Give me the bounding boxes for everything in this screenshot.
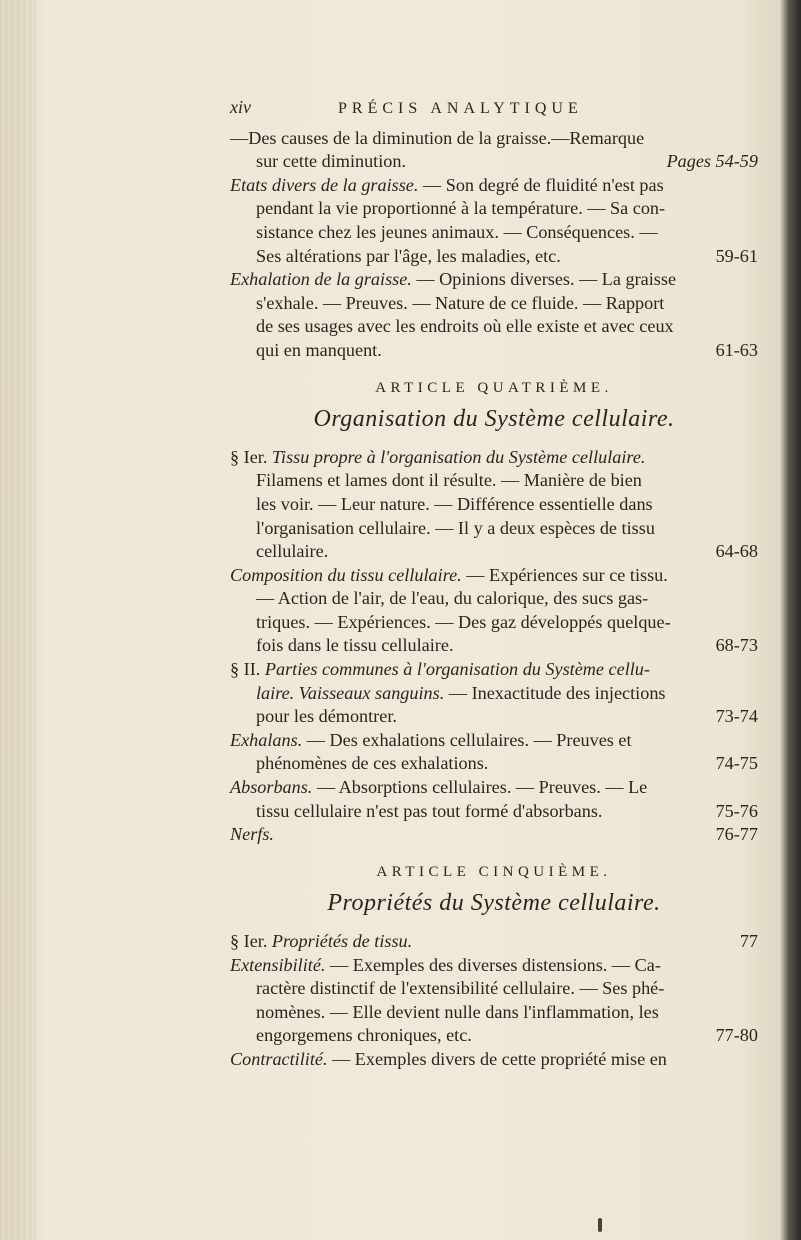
page-text-block <box>230 96 758 1072</box>
entry-composition <box>230 564 758 658</box>
entry-line-text: — Expériences sur ce tissu. <box>461 564 668 585</box>
article-heading: ARTICLE QUATRIÈME. <box>375 379 613 396</box>
page-reference: 61-63 <box>715 339 758 360</box>
entry-line-text: tissu cellulaire n'est pas tout formé d'absorbans. <box>256 800 603 821</box>
entry-label: laire. Vaisseaux sanguins. <box>256 682 445 703</box>
page-reference: 59-61 <box>715 245 758 266</box>
section-mark: § Ier. <box>230 931 268 951</box>
entry-line <box>230 339 758 363</box>
entry-line: les voir. — Leur nature. — Différence essentielle dans <box>256 493 653 514</box>
section-mark: § Ier. <box>230 446 268 467</box>
folio-number: xiv <box>230 97 251 117</box>
entry-line-text: sur cette diminution. <box>256 151 407 172</box>
entry-line-text: — Opinions diverses. — La graisse <box>411 269 677 290</box>
entry-line-text: — Absorptions cellulaires. — Preuves. — Le <box>312 777 648 798</box>
entry-line <box>230 752 758 776</box>
entry-exhalation <box>230 268 758 362</box>
entry-line <box>230 776 758 800</box>
entry-label: Tissu propre à l'organisation du Système cellulaire. <box>271 446 646 467</box>
entry-line <box>230 174 758 198</box>
entry-line: triques. — Expériences. — Des gaz développés quelque- <box>256 611 671 632</box>
entry-line <box>230 658 758 682</box>
entry-line <box>230 930 758 954</box>
page-reference: 75-76 <box>715 800 758 821</box>
entry-line: nomènes. — Elle devient nulle dans l'inflammation, les <box>256 1001 659 1022</box>
entry-line-text: cellulaire. <box>256 541 329 562</box>
entry-line <box>230 634 758 658</box>
ink-mark <box>598 1218 602 1232</box>
entry-label: Absorbans. <box>230 777 313 798</box>
entry-line-text: phénomènes de ces exhalations. <box>256 753 489 774</box>
running-title: PRÉCIS ANALYTIQUE <box>338 100 583 117</box>
entry-line: —Des causes de la diminution de la graisse.—Remarque <box>230 127 645 148</box>
entry-label: Exhalans. <box>230 729 303 750</box>
entry-line <box>230 1048 758 1072</box>
article-heading: ARTICLE CINQUIÈME. <box>376 863 612 880</box>
entry-line-text: — Exemples divers de cette propriété mise en <box>327 1048 667 1069</box>
entry-line: s'exhale. — Preuves. — Nature de ce fluide. — Rapport <box>256 292 665 313</box>
entry-line <box>230 268 758 292</box>
entry-line <box>230 150 758 174</box>
entry-line <box>230 564 758 588</box>
entry-line <box>230 705 758 729</box>
entry-line <box>230 1024 758 1048</box>
entry-absorbans <box>230 776 758 823</box>
entry-label: Parties communes à l'organisation du Système cellu- <box>264 659 650 680</box>
entry-parties-communes <box>230 658 758 729</box>
entry-contractilite <box>230 1048 758 1072</box>
entry-line: ractère distinctif de l'extensibilité cellulaire. — Ses phé- <box>256 978 665 999</box>
page-reference: 77 <box>739 931 758 951</box>
running-head <box>230 96 758 121</box>
entry-line <box>230 682 758 706</box>
page-reference: 73-74 <box>715 706 758 727</box>
entry-label: Exhalation de la graisse. <box>230 269 412 290</box>
entry-proprietes-tissu <box>230 930 758 954</box>
page-outer-edge <box>779 0 801 1240</box>
entry-line-text: — Son degré de fluidité n'est pas <box>418 174 664 195</box>
page-reference: 77-80 <box>715 1025 758 1046</box>
entry-line-text: — Inexactitude des injections <box>444 682 666 703</box>
entry-label: Extensibilité. <box>230 954 326 975</box>
entry-line <box>230 800 758 824</box>
entry-label: Nerfs. <box>230 824 274 845</box>
entry-line-text: pour les démontrer. <box>256 706 397 727</box>
section-title: Propriétés du Système cellulaire. <box>327 890 661 917</box>
page-reference: 74-75 <box>715 753 758 774</box>
entry-line <box>230 954 758 978</box>
entry-etats-divers <box>230 174 758 268</box>
page-reference: 64-68 <box>715 541 758 562</box>
page-reference: Pages 54-59 <box>666 151 758 172</box>
section-title: Organisation du Système cellulaire. <box>313 406 675 433</box>
entry-line <box>230 729 758 753</box>
entry-line-text: Ses altérations par l'âge, les maladies, etc. <box>256 245 561 266</box>
entry-label: Etats divers de la graisse. <box>230 174 419 195</box>
entry-tissu-propre <box>230 446 758 564</box>
entry-line: — Action de l'air, de l'eau, du calorique, des sucs gas- <box>256 588 649 609</box>
entry-line: Filamens et lames dont il résulte. — Manière de bien <box>256 470 642 491</box>
entry-line: l'organisation cellulaire. — Il y a deux espèces de tissu <box>256 517 655 538</box>
entry-line-text: fois dans le tissu cellulaire. <box>256 635 454 656</box>
entry-line <box>230 446 758 470</box>
entry-label: Composition du tissu cellulaire. <box>230 564 462 585</box>
entry-line-text: — Des exhalations cellulaires. — Preuves et <box>302 729 632 750</box>
section-mark: § II. <box>230 659 261 680</box>
entry-line-text: engorgemens chroniques, etc. <box>256 1025 472 1046</box>
entry-diminution <box>230 127 758 174</box>
entry-line: de ses usages avec les endroits où elle existe et avec ceux <box>256 316 674 337</box>
page-reference: 68-73 <box>715 635 758 656</box>
entry-line <box>230 823 758 847</box>
entry-nerfs <box>230 823 758 847</box>
entry-line: pendant la vie proportionné à la température. — Sa con- <box>256 198 666 219</box>
entry-extensibilite <box>230 954 758 1048</box>
entry-line: sistance chez les jeunes animaux. — Conséquences. — <box>256 221 658 242</box>
entry-line-text: qui en manquent. <box>256 339 382 360</box>
entry-line-text: — Exemples des diverses distensions. — Ca- <box>325 954 661 975</box>
entry-label: Contractilité. <box>230 1048 328 1069</box>
page-binding-edge <box>0 0 36 1240</box>
entry-label: Propriétés de tissu. <box>271 931 413 951</box>
page-reference: 76-77 <box>715 824 758 845</box>
entry-line <box>230 245 758 269</box>
entry-exhalans <box>230 729 758 776</box>
entry-line <box>230 540 758 564</box>
